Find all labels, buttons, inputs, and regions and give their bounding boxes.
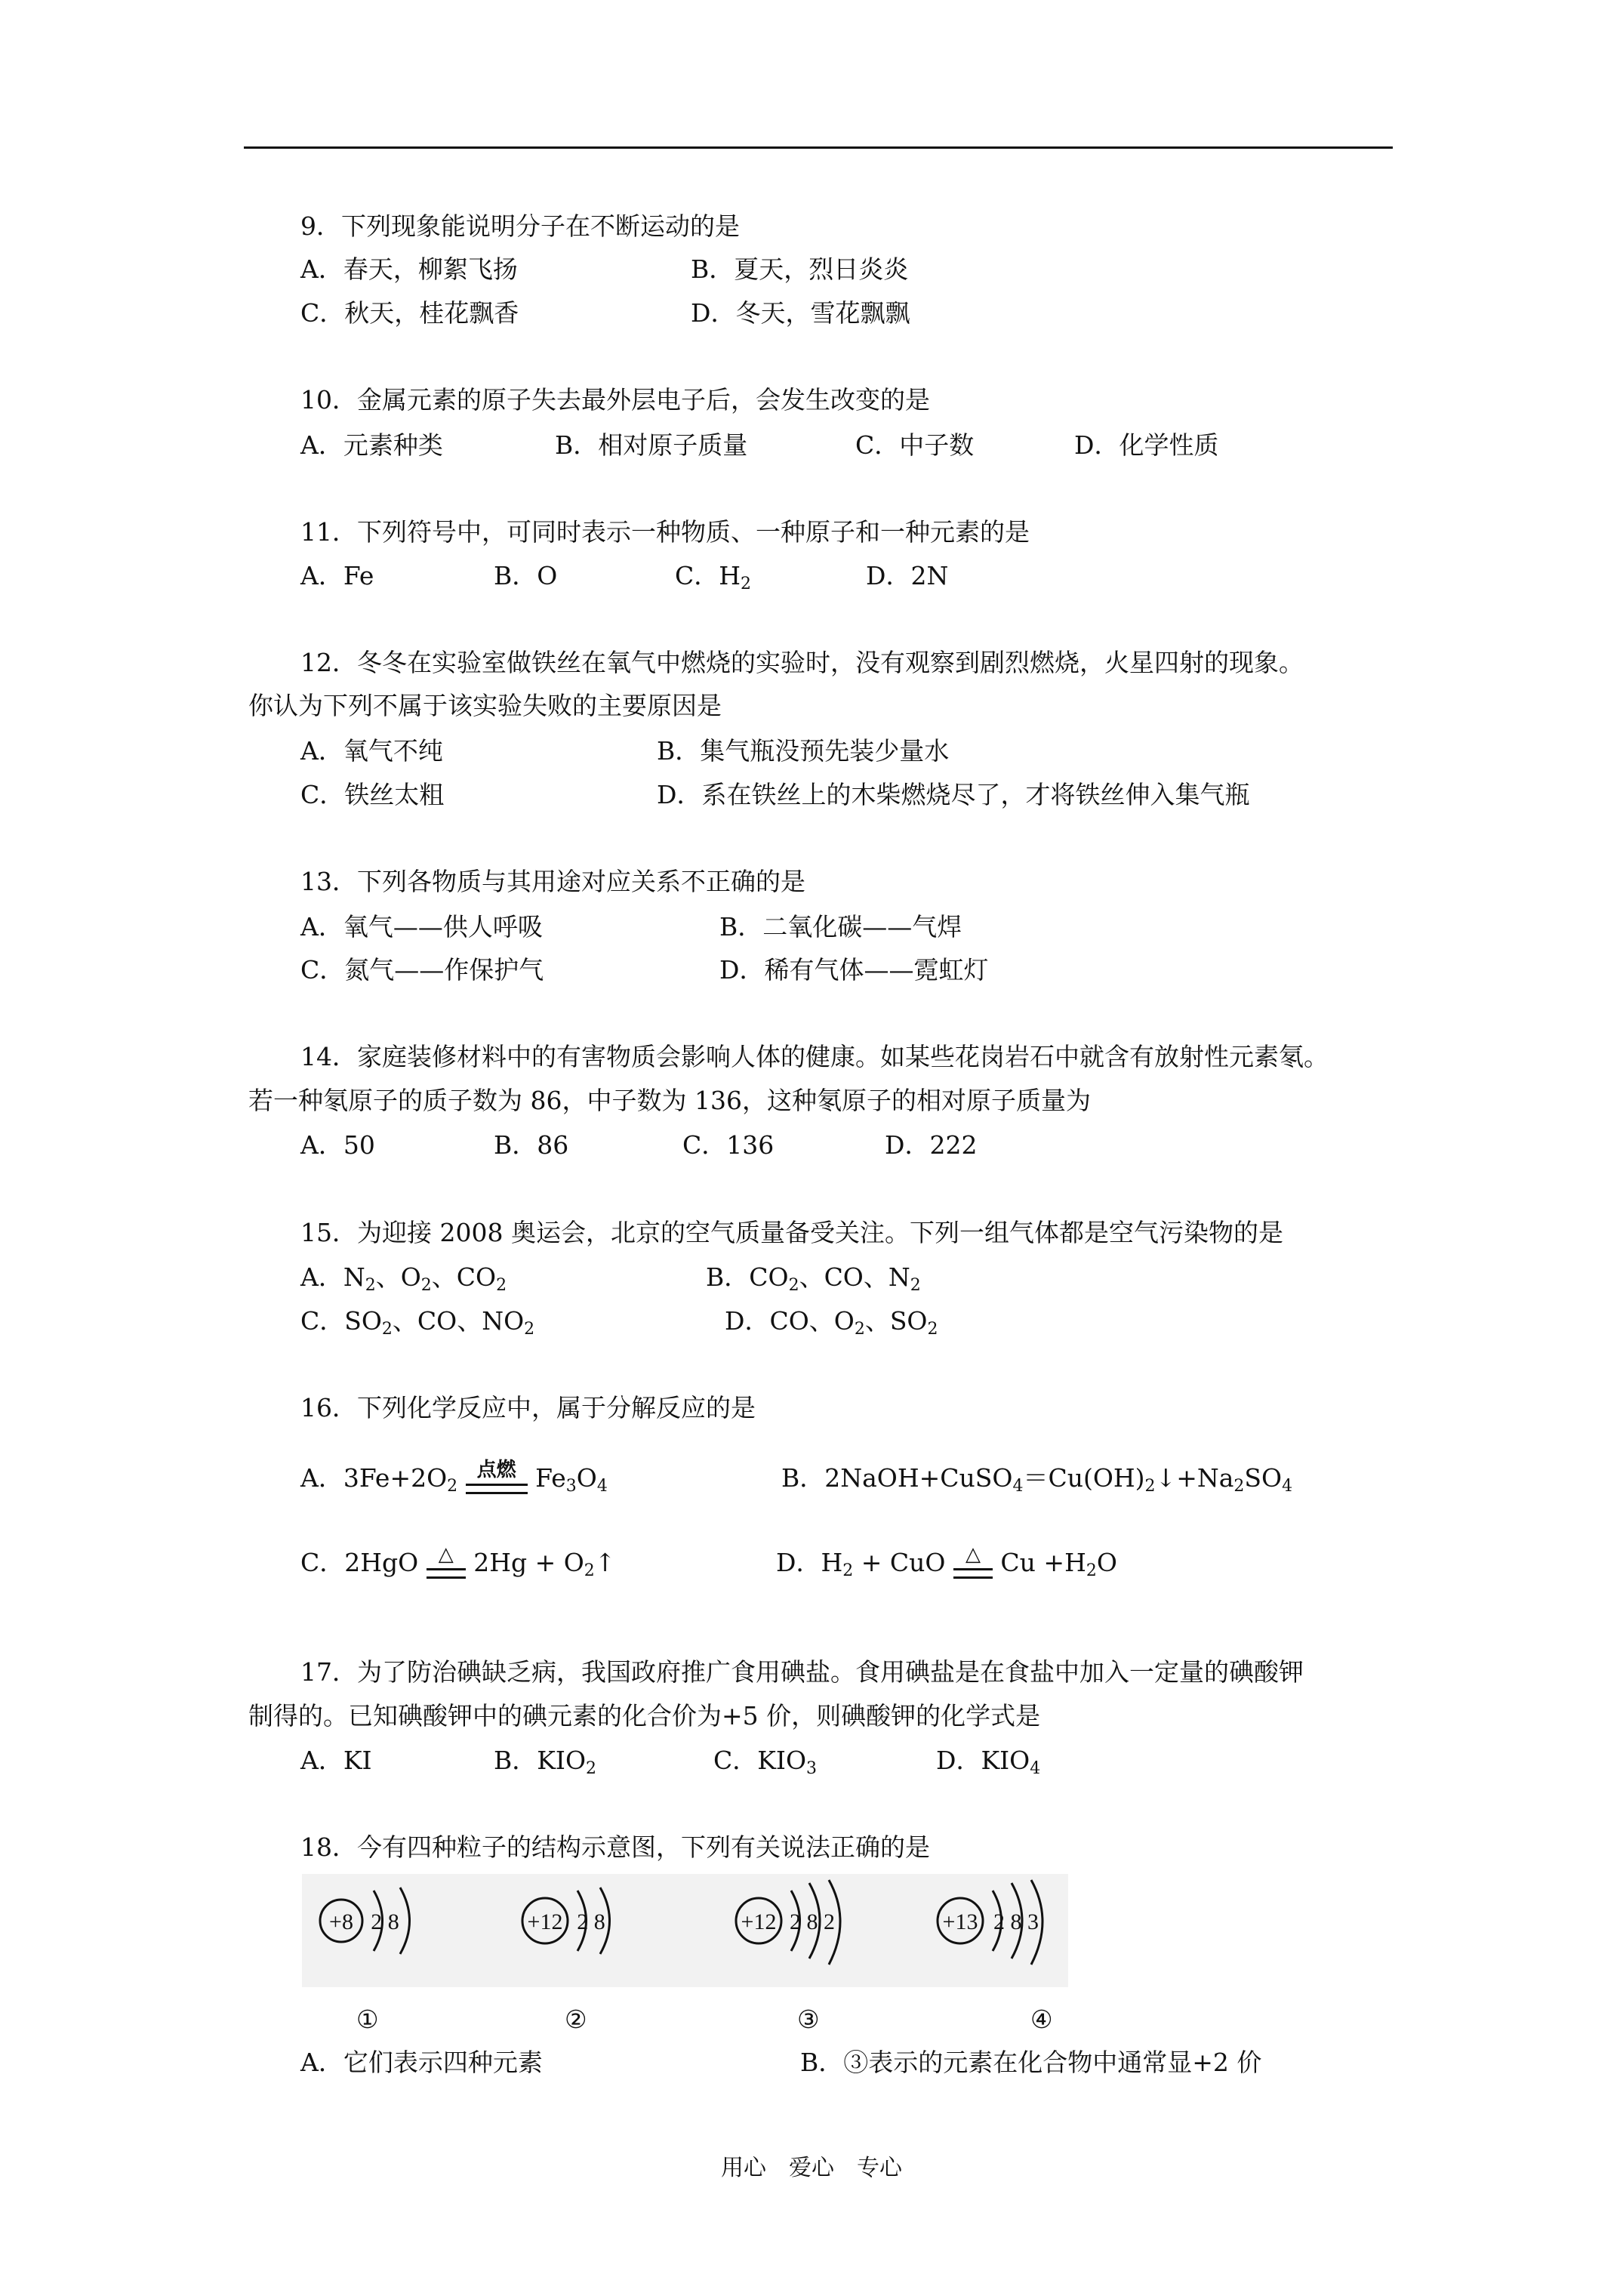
heat-condition: △ [965,1543,981,1566]
q10-option-d: D．化学性质 [1074,430,1219,460]
q10-option-b: B．相对原子质量 [555,430,748,460]
shell-electrons: 2 8 3 [993,1909,1039,1934]
q16-option-a: A．$3Fe+2O_2$ 点燃 $Fe_3O_4$ [300,1463,608,1494]
q12-stem-line2: 你认为下列不属于该实验失败的主要原因是 [248,691,722,720]
q9-option-d: D．冬天，雪花飘飘 [691,298,910,328]
q14-stem-line1: 14．家庭装修材料中的有害物质会影响人体的健康。如某些花岗岩石中就含有放射性元素氡。 [300,1042,1329,1071]
q15-option-a: A．$N_2$、$O_2$、$CO_2$ [300,1262,507,1295]
page-footer: 用心 爱心 专心 [721,2155,902,2181]
q9-option-b: B．夏天，烈日炎炎 [691,254,909,284]
particle-4 [938,1880,1042,1965]
q16-option-d: D．$H_2$ + CuO △ $Cu +H_2O$ [776,1548,1117,1579]
q14-option-a: A．50 [300,1130,375,1160]
q14-option-d: D．222 [885,1130,978,1160]
ignite-condition: 点燃 [476,1459,516,1481]
q13-option-a: A．氧气——供人呼吸 [300,912,543,942]
q14-option-c: C．136 [682,1130,775,1160]
q12-option-c: C．铁丝太粗 [300,780,445,809]
nucleus-charge: +12 [741,1909,777,1934]
q10-stem: 10．金属元素的原子失去最外层电子后，会发生改变的是 [300,385,930,415]
q18-stem: 18．今有四种粒子的结构示意图，下列有关说法正确的是 [300,1832,930,1862]
q15-option-b: B．$CO_2$、CO、$N_2$ [706,1262,921,1295]
q14-option-b: B．86 [494,1130,569,1160]
q15-option-c: C．$SO_2$、CO、$NO_2$ [300,1306,535,1339]
q10-option-c: C．中子数 [855,430,975,460]
q11-option-d: D．2N [866,561,949,590]
particle-3 [736,1880,840,1965]
q17-option-a: A．KI [300,1746,372,1775]
q9-option-a: A．春天，柳絮飞扬 [300,254,518,284]
particle-1 [320,1888,410,1954]
q17-stem-line2: 制得的。已知碘酸钾中的碘元素的化合价为+5 价，则碘酸钾的化学式是 [248,1701,1041,1730]
q12-stem-line1: 12．冬冬在实验室做铁丝在氧气中燃烧的实验时，没有观察到剧烈燃烧，火星四射的现象。 [300,648,1304,677]
particle-label-4: ④ [1030,2005,1053,2034]
particle-structure-diagram [302,1874,1068,1987]
particle-label-2: ② [565,2005,587,2034]
q9-stem: 9．下列现象能说明分子在不断运动的是 [300,211,740,241]
q13-option-c: C．氮气——作保护气 [300,955,544,985]
heat-condition: △ [438,1543,454,1566]
q12-option-b: B．集气瓶没预先装少量水 [657,736,950,766]
q13-option-d: D．稀有气体——霓虹灯 [719,955,989,985]
nucleus-charge: +13 [942,1909,978,1934]
q15-stem: 15．为迎接 2008 奥运会，北京的空气质量备受关注。下列一组气体都是空气污染物的是 [300,1218,1283,1247]
q17-option-b: B．$KIO_2$ [494,1746,596,1778]
q18-option-a: A．它们表示四种元素 [300,2048,543,2077]
q13-option-b: B．二氧化碳——气焊 [719,912,962,942]
shell-electrons: 2 8 [371,1909,399,1934]
q11-option-c: C．$H_2$ [675,561,752,593]
q16-option-b: B．$2NaOH+CuSO_4=Cu(OH)_2↓+Na_2SO_4$ [781,1463,1293,1496]
q16-stem: 16．下列化学反应中，属于分解反应的是 [300,1393,756,1422]
q11-option-a: A．Fe [300,561,374,590]
q13-stem: 13．下列各物质与其用途对应关系不正确的是 [300,867,805,896]
particle-label-1: ① [356,2005,379,2034]
q11-stem: 11．下列符号中，可同时表示一种物质、一种原子和一种元素的是 [300,517,1030,547]
shell-electrons: 2 8 2 [790,1909,835,1934]
nucleus-charge: +8 [329,1909,353,1934]
q15-option-d: D．CO、$O_2$、$SO_2$ [725,1306,938,1339]
q14-stem-line2: 若一种氡原子的质子数为 86，中子数为 136，这种氡原子的相对原子质量为 [248,1086,1091,1115]
q17-option-c: C．$KIO_3$ [713,1746,817,1778]
q16-option-c: C．2HgO △ $2Hg + O_2↑$ [300,1548,615,1579]
nucleus-charge: +12 [527,1909,563,1934]
header-rule [244,146,1393,149]
particle-2 [522,1888,610,1954]
q12-option-a: A．氧气不纯 [300,736,443,766]
q9-option-c: C．秋天，桂花飘香 [300,298,519,328]
q18-option-b: B．③表示的元素在化合物中通常显+2 价 [800,2048,1262,2077]
q11-option-b: B．O [494,561,558,590]
shell-electrons: 2 8 [577,1909,605,1934]
q17-option-d: D．$KIO_4$ [936,1746,1041,1778]
particle-label-3: ③ [797,2005,820,2034]
q17-stem-line1: 17．为了防治碘缺乏病，我国政府推广食用碘盐。食用碘盐是在食盐中加入一定量的碘酸钾 [300,1657,1304,1687]
q12-option-d: D．系在铁丝上的木柴燃烧尽了，才将铁丝伸入集气瓶 [657,780,1250,809]
q10-option-a: A．元素种类 [300,430,443,460]
